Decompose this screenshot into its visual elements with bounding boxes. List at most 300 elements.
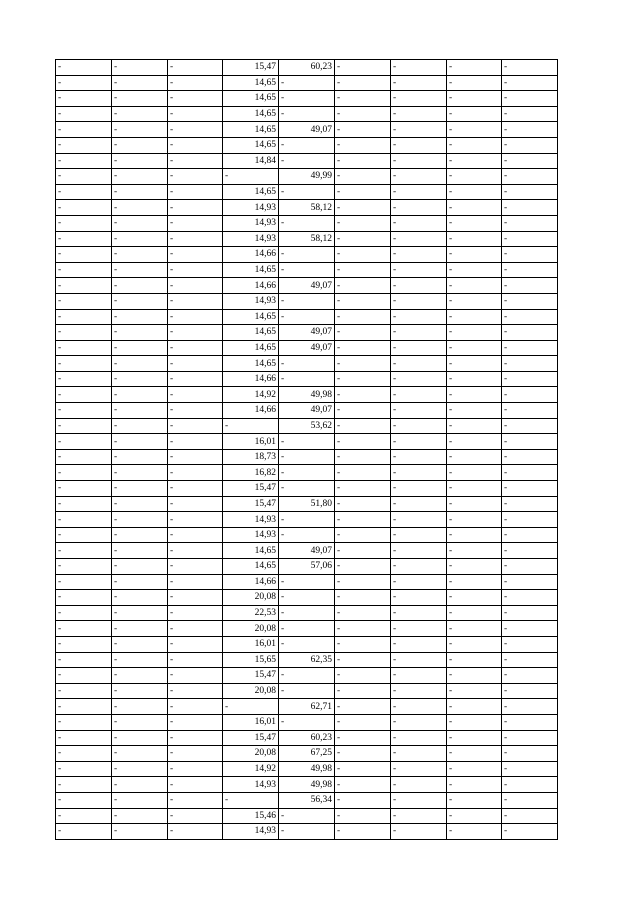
table-cell: -: [56, 278, 112, 294]
table-row: [56, 309, 558, 325]
table-cell: -: [391, 91, 447, 107]
table-cell: -: [56, 543, 112, 559]
table-cell: -: [112, 761, 168, 777]
table-cell: 15,46: [223, 808, 279, 824]
table-cell: 15,47: [223, 668, 279, 684]
table-cell: -: [168, 496, 223, 512]
table-cell: 49,07: [279, 325, 335, 341]
table-cell: -: [447, 605, 502, 621]
table-cell: -: [112, 683, 168, 699]
table-cell: -: [279, 605, 335, 621]
table-cell: -: [168, 621, 223, 637]
table-row: [56, 247, 558, 263]
table-row: [56, 636, 558, 652]
table-cell: -: [56, 777, 112, 793]
table-cell: -: [502, 387, 558, 403]
table-cell: -: [502, 325, 558, 341]
table-cell: -: [447, 730, 502, 746]
table-cell: -: [447, 325, 502, 341]
table-cell: -: [502, 293, 558, 309]
table-cell: -: [168, 106, 223, 122]
table-cell: 14,66: [223, 371, 279, 387]
table-cell: -: [279, 590, 335, 606]
table-cell: -: [56, 636, 112, 652]
table-cell: -: [168, 153, 223, 169]
table-cell: -: [112, 636, 168, 652]
table-cell: -: [112, 91, 168, 107]
table-cell: -: [279, 371, 335, 387]
table-cell: -: [391, 512, 447, 528]
table-cell: -: [502, 122, 558, 138]
table-cell: 60,23: [279, 730, 335, 746]
table-cell: 14,84: [223, 153, 279, 169]
table-cell: -: [279, 808, 335, 824]
table-cell: 14,93: [223, 293, 279, 309]
table-cell: -: [447, 824, 502, 840]
table-cell: -: [335, 808, 391, 824]
table-cell: -: [112, 496, 168, 512]
table-cell: 18,73: [223, 449, 279, 465]
table-cell: -: [56, 668, 112, 684]
table-cell: -: [447, 340, 502, 356]
table-cell: -: [447, 309, 502, 325]
table-cell: -: [335, 465, 391, 481]
table-cell: -: [168, 215, 223, 231]
table-cell: -: [447, 636, 502, 652]
table-row: [56, 465, 558, 481]
table-row: [56, 122, 558, 138]
table-cell: -: [112, 371, 168, 387]
table-row: [56, 496, 558, 512]
table-cell: -: [335, 761, 391, 777]
table-cell: -: [56, 730, 112, 746]
table-cell: -: [447, 200, 502, 216]
table-cell: -: [56, 387, 112, 403]
table-cell: 51,80: [279, 496, 335, 512]
table-cell: -: [279, 512, 335, 528]
table-cell: 14,92: [223, 387, 279, 403]
table-cell: 62,71: [279, 699, 335, 715]
table-cell: -: [56, 137, 112, 153]
table-cell: -: [335, 278, 391, 294]
table-cell: -: [335, 262, 391, 278]
table-cell: -: [502, 559, 558, 575]
table-cell: -: [112, 714, 168, 730]
table-cell: -: [391, 215, 447, 231]
table-cell: -: [56, 434, 112, 450]
table-cell: -: [335, 293, 391, 309]
table-row: [56, 590, 558, 606]
table-cell: -: [335, 60, 391, 76]
table-cell: -: [112, 449, 168, 465]
table-cell: -: [502, 137, 558, 153]
table-cell: -: [168, 808, 223, 824]
table-cell: -: [391, 465, 447, 481]
table-cell: -: [502, 184, 558, 200]
table-cell: -: [56, 621, 112, 637]
table-cell: -: [56, 60, 112, 76]
table-cell: -: [112, 340, 168, 356]
table-cell: -: [502, 262, 558, 278]
table-cell: -: [335, 169, 391, 185]
table-row: [56, 824, 558, 840]
table-row: [56, 200, 558, 216]
table-cell: -: [447, 356, 502, 372]
table-cell: -: [391, 200, 447, 216]
table-cell: -: [168, 559, 223, 575]
table-row: [56, 699, 558, 715]
table-row: [56, 449, 558, 465]
table-cell: -: [335, 605, 391, 621]
table-cell: -: [279, 91, 335, 107]
table-cell: -: [335, 636, 391, 652]
table-cell: -: [391, 668, 447, 684]
table-cell: -: [56, 761, 112, 777]
table-cell: 57,06: [279, 559, 335, 575]
table-cell: -: [168, 231, 223, 247]
table-cell: -: [502, 481, 558, 497]
table-cell: -: [502, 730, 558, 746]
table-cell: -: [168, 309, 223, 325]
table-cell: -: [391, 325, 447, 341]
table-cell: 14,65: [223, 75, 279, 91]
table-cell: -: [112, 746, 168, 762]
table-cell: -: [168, 761, 223, 777]
table-cell: -: [112, 668, 168, 684]
table-cell: -: [502, 761, 558, 777]
table-cell: -: [56, 184, 112, 200]
table-cell: -: [502, 169, 558, 185]
table-cell: -: [335, 652, 391, 668]
table-cell: -: [112, 730, 168, 746]
table-cell: -: [502, 403, 558, 419]
table-cell: -: [168, 325, 223, 341]
table-cell: -: [112, 465, 168, 481]
table-cell: -: [502, 278, 558, 294]
table-cell: -: [502, 106, 558, 122]
table-cell: -: [335, 496, 391, 512]
table-cell: -: [168, 746, 223, 762]
table-cell: -: [502, 543, 558, 559]
table-cell: -: [56, 293, 112, 309]
table-cell: -: [112, 153, 168, 169]
table-cell: -: [447, 247, 502, 263]
table-cell: -: [335, 792, 391, 808]
table-cell: -: [56, 309, 112, 325]
table-cell: -: [447, 808, 502, 824]
table-cell: -: [279, 184, 335, 200]
table-cell: -: [112, 106, 168, 122]
table-cell: -: [335, 309, 391, 325]
table-cell: -: [279, 309, 335, 325]
table-cell: -: [279, 621, 335, 637]
table-cell: -: [168, 652, 223, 668]
table-cell: -: [168, 418, 223, 434]
table-cell: -: [335, 621, 391, 637]
table-cell: -: [502, 371, 558, 387]
table-row: [56, 91, 558, 107]
table-cell: -: [335, 325, 391, 341]
table-cell: 49,07: [279, 543, 335, 559]
table-row: [56, 387, 558, 403]
table-cell: -: [56, 106, 112, 122]
table-row: [56, 293, 558, 309]
table-cell: -: [502, 153, 558, 169]
table-cell: -: [112, 200, 168, 216]
table-cell: -: [168, 60, 223, 76]
table-cell: -: [168, 590, 223, 606]
table-cell: -: [168, 730, 223, 746]
table-cell: -: [447, 777, 502, 793]
table-cell: -: [168, 340, 223, 356]
table-cell: -: [56, 559, 112, 575]
table-cell: -: [168, 605, 223, 621]
table-cell: 56,34: [279, 792, 335, 808]
table-cell: -: [56, 808, 112, 824]
table-cell: -: [56, 371, 112, 387]
table-cell: -: [391, 403, 447, 419]
table-cell: 14,92: [223, 761, 279, 777]
table-cell: -: [112, 387, 168, 403]
table-row: [56, 777, 558, 793]
table-cell: 49,98: [279, 761, 335, 777]
table-cell: -: [168, 668, 223, 684]
table-cell: -: [279, 683, 335, 699]
table-cell: -: [335, 340, 391, 356]
table-cell: -: [502, 75, 558, 91]
table-cell: -: [502, 247, 558, 263]
table-cell: 14,65: [223, 91, 279, 107]
table-cell: -: [279, 153, 335, 169]
table-cell: -: [502, 714, 558, 730]
table-cell: 14,65: [223, 106, 279, 122]
table-cell: -: [112, 356, 168, 372]
table-cell: -: [168, 792, 223, 808]
table-cell: -: [502, 652, 558, 668]
table-cell: -: [447, 699, 502, 715]
table-cell: -: [56, 231, 112, 247]
table-cell: -: [56, 746, 112, 762]
table-cell: -: [502, 60, 558, 76]
table-cell: -: [168, 434, 223, 450]
table-cell: -: [391, 636, 447, 652]
table-cell: -: [168, 200, 223, 216]
table-cell: -: [391, 481, 447, 497]
table-cell: -: [56, 465, 112, 481]
table-cell: -: [335, 247, 391, 263]
table-cell: -: [335, 559, 391, 575]
table-cell: 20,08: [223, 621, 279, 637]
table-cell: -: [335, 668, 391, 684]
table-cell: -: [335, 434, 391, 450]
table-cell: -: [335, 543, 391, 559]
table-cell: -: [168, 371, 223, 387]
table-cell: -: [502, 636, 558, 652]
table-cell: -: [391, 605, 447, 621]
table-cell: -: [335, 200, 391, 216]
table-cell: 14,93: [223, 527, 279, 543]
table-cell: -: [56, 122, 112, 138]
table-cell: -: [168, 512, 223, 528]
table-cell: -: [391, 153, 447, 169]
table-row: [56, 746, 558, 762]
table-cell: -: [335, 184, 391, 200]
table-cell: -: [279, 636, 335, 652]
table-cell: -: [335, 137, 391, 153]
table-cell: -: [391, 699, 447, 715]
table-row: [56, 169, 558, 185]
table-cell: -: [112, 418, 168, 434]
table-cell: -: [335, 91, 391, 107]
table-cell: -: [279, 247, 335, 263]
table-cell: -: [279, 106, 335, 122]
table-cell: 49,99: [279, 169, 335, 185]
table-cell: -: [112, 293, 168, 309]
table-cell: -: [335, 730, 391, 746]
table-cell: -: [335, 418, 391, 434]
table-cell: -: [502, 808, 558, 824]
table-cell: -: [502, 91, 558, 107]
table-cell: -: [112, 808, 168, 824]
table-row: [56, 137, 558, 153]
table-cell: -: [112, 75, 168, 91]
table-cell: -: [168, 481, 223, 497]
table-cell: -: [447, 746, 502, 762]
table-cell: -: [168, 184, 223, 200]
table-cell: -: [447, 215, 502, 231]
table-cell: -: [112, 652, 168, 668]
table-row: [56, 481, 558, 497]
table-cell: -: [168, 387, 223, 403]
table-cell: 14,65: [223, 122, 279, 138]
table-cell: -: [335, 231, 391, 247]
table-cell: -: [335, 403, 391, 419]
table-cell: -: [112, 543, 168, 559]
table-cell: -: [112, 559, 168, 575]
table-cell: 14,65: [223, 325, 279, 341]
table-cell: 20,08: [223, 683, 279, 699]
table-cell: -: [447, 122, 502, 138]
table-row: [56, 403, 558, 419]
table-cell: -: [56, 325, 112, 341]
table-cell: -: [502, 418, 558, 434]
table-cell: 20,08: [223, 590, 279, 606]
table-row: [56, 683, 558, 699]
table-cell: -: [335, 824, 391, 840]
table-cell: 22,53: [223, 605, 279, 621]
table-cell: -: [279, 668, 335, 684]
table-cell: -: [56, 512, 112, 528]
table-cell: -: [112, 481, 168, 497]
table-cell: -: [168, 137, 223, 153]
table-cell: -: [168, 777, 223, 793]
table-cell: -: [112, 824, 168, 840]
table-cell: -: [502, 590, 558, 606]
table-cell: -: [168, 449, 223, 465]
table-cell: -: [168, 293, 223, 309]
table-cell: -: [112, 184, 168, 200]
table-cell: -: [56, 792, 112, 808]
table-cell: -: [447, 496, 502, 512]
table-cell: -: [447, 106, 502, 122]
table-cell: -: [391, 340, 447, 356]
table-cell: -: [447, 418, 502, 434]
table-cell: -: [335, 153, 391, 169]
table-row: [56, 543, 558, 559]
table-cell: -: [391, 184, 447, 200]
table-cell: -: [168, 636, 223, 652]
table-cell: -: [168, 91, 223, 107]
table-cell: -: [502, 434, 558, 450]
table-cell: -: [502, 527, 558, 543]
table-cell: -: [279, 449, 335, 465]
table-cell: 15,47: [223, 60, 279, 76]
table-cell: -: [112, 590, 168, 606]
table-cell: -: [502, 668, 558, 684]
table-cell: -: [168, 169, 223, 185]
table-cell: 16,82: [223, 465, 279, 481]
table-cell: 58,12: [279, 200, 335, 216]
table-cell: -: [391, 371, 447, 387]
table-cell: -: [112, 231, 168, 247]
table-cell: -: [335, 699, 391, 715]
table-cell: -: [447, 434, 502, 450]
table-cell: -: [502, 340, 558, 356]
table-cell: -: [447, 60, 502, 76]
table-cell: -: [391, 247, 447, 263]
table-cell: -: [502, 746, 558, 762]
table-cell: -: [56, 215, 112, 231]
table-cell: -: [168, 574, 223, 590]
table-cell: -: [168, 683, 223, 699]
table-cell: -: [168, 824, 223, 840]
table-cell: 16,01: [223, 714, 279, 730]
table-cell: -: [335, 481, 391, 497]
table-cell: 60,23: [279, 60, 335, 76]
table-cell: -: [112, 60, 168, 76]
table-cell: -: [112, 621, 168, 637]
table-cell: -: [502, 356, 558, 372]
table-cell: 49,98: [279, 387, 335, 403]
table-cell: -: [447, 137, 502, 153]
table-cell: -: [447, 574, 502, 590]
table-row: [56, 418, 558, 434]
table-cell: -: [502, 683, 558, 699]
table-body: [56, 60, 558, 840]
table-cell: -: [502, 465, 558, 481]
table-cell: -: [56, 574, 112, 590]
table-row: [56, 215, 558, 231]
table-cell: -: [335, 777, 391, 793]
table-cell: -: [447, 512, 502, 528]
table-cell: 49,98: [279, 777, 335, 793]
table-cell: -: [335, 356, 391, 372]
table-row: [56, 605, 558, 621]
table-cell: -: [223, 169, 279, 185]
table-cell: -: [112, 605, 168, 621]
table-cell: -: [447, 481, 502, 497]
table-cell: -: [391, 449, 447, 465]
table-cell: -: [279, 824, 335, 840]
table-cell: 14,93: [223, 824, 279, 840]
table-cell: -: [56, 652, 112, 668]
table-cell: -: [391, 293, 447, 309]
table-cell: -: [447, 169, 502, 185]
table-cell: -: [447, 590, 502, 606]
table-cell: -: [502, 496, 558, 512]
table-cell: 49,07: [279, 122, 335, 138]
table-cell: 16,01: [223, 636, 279, 652]
